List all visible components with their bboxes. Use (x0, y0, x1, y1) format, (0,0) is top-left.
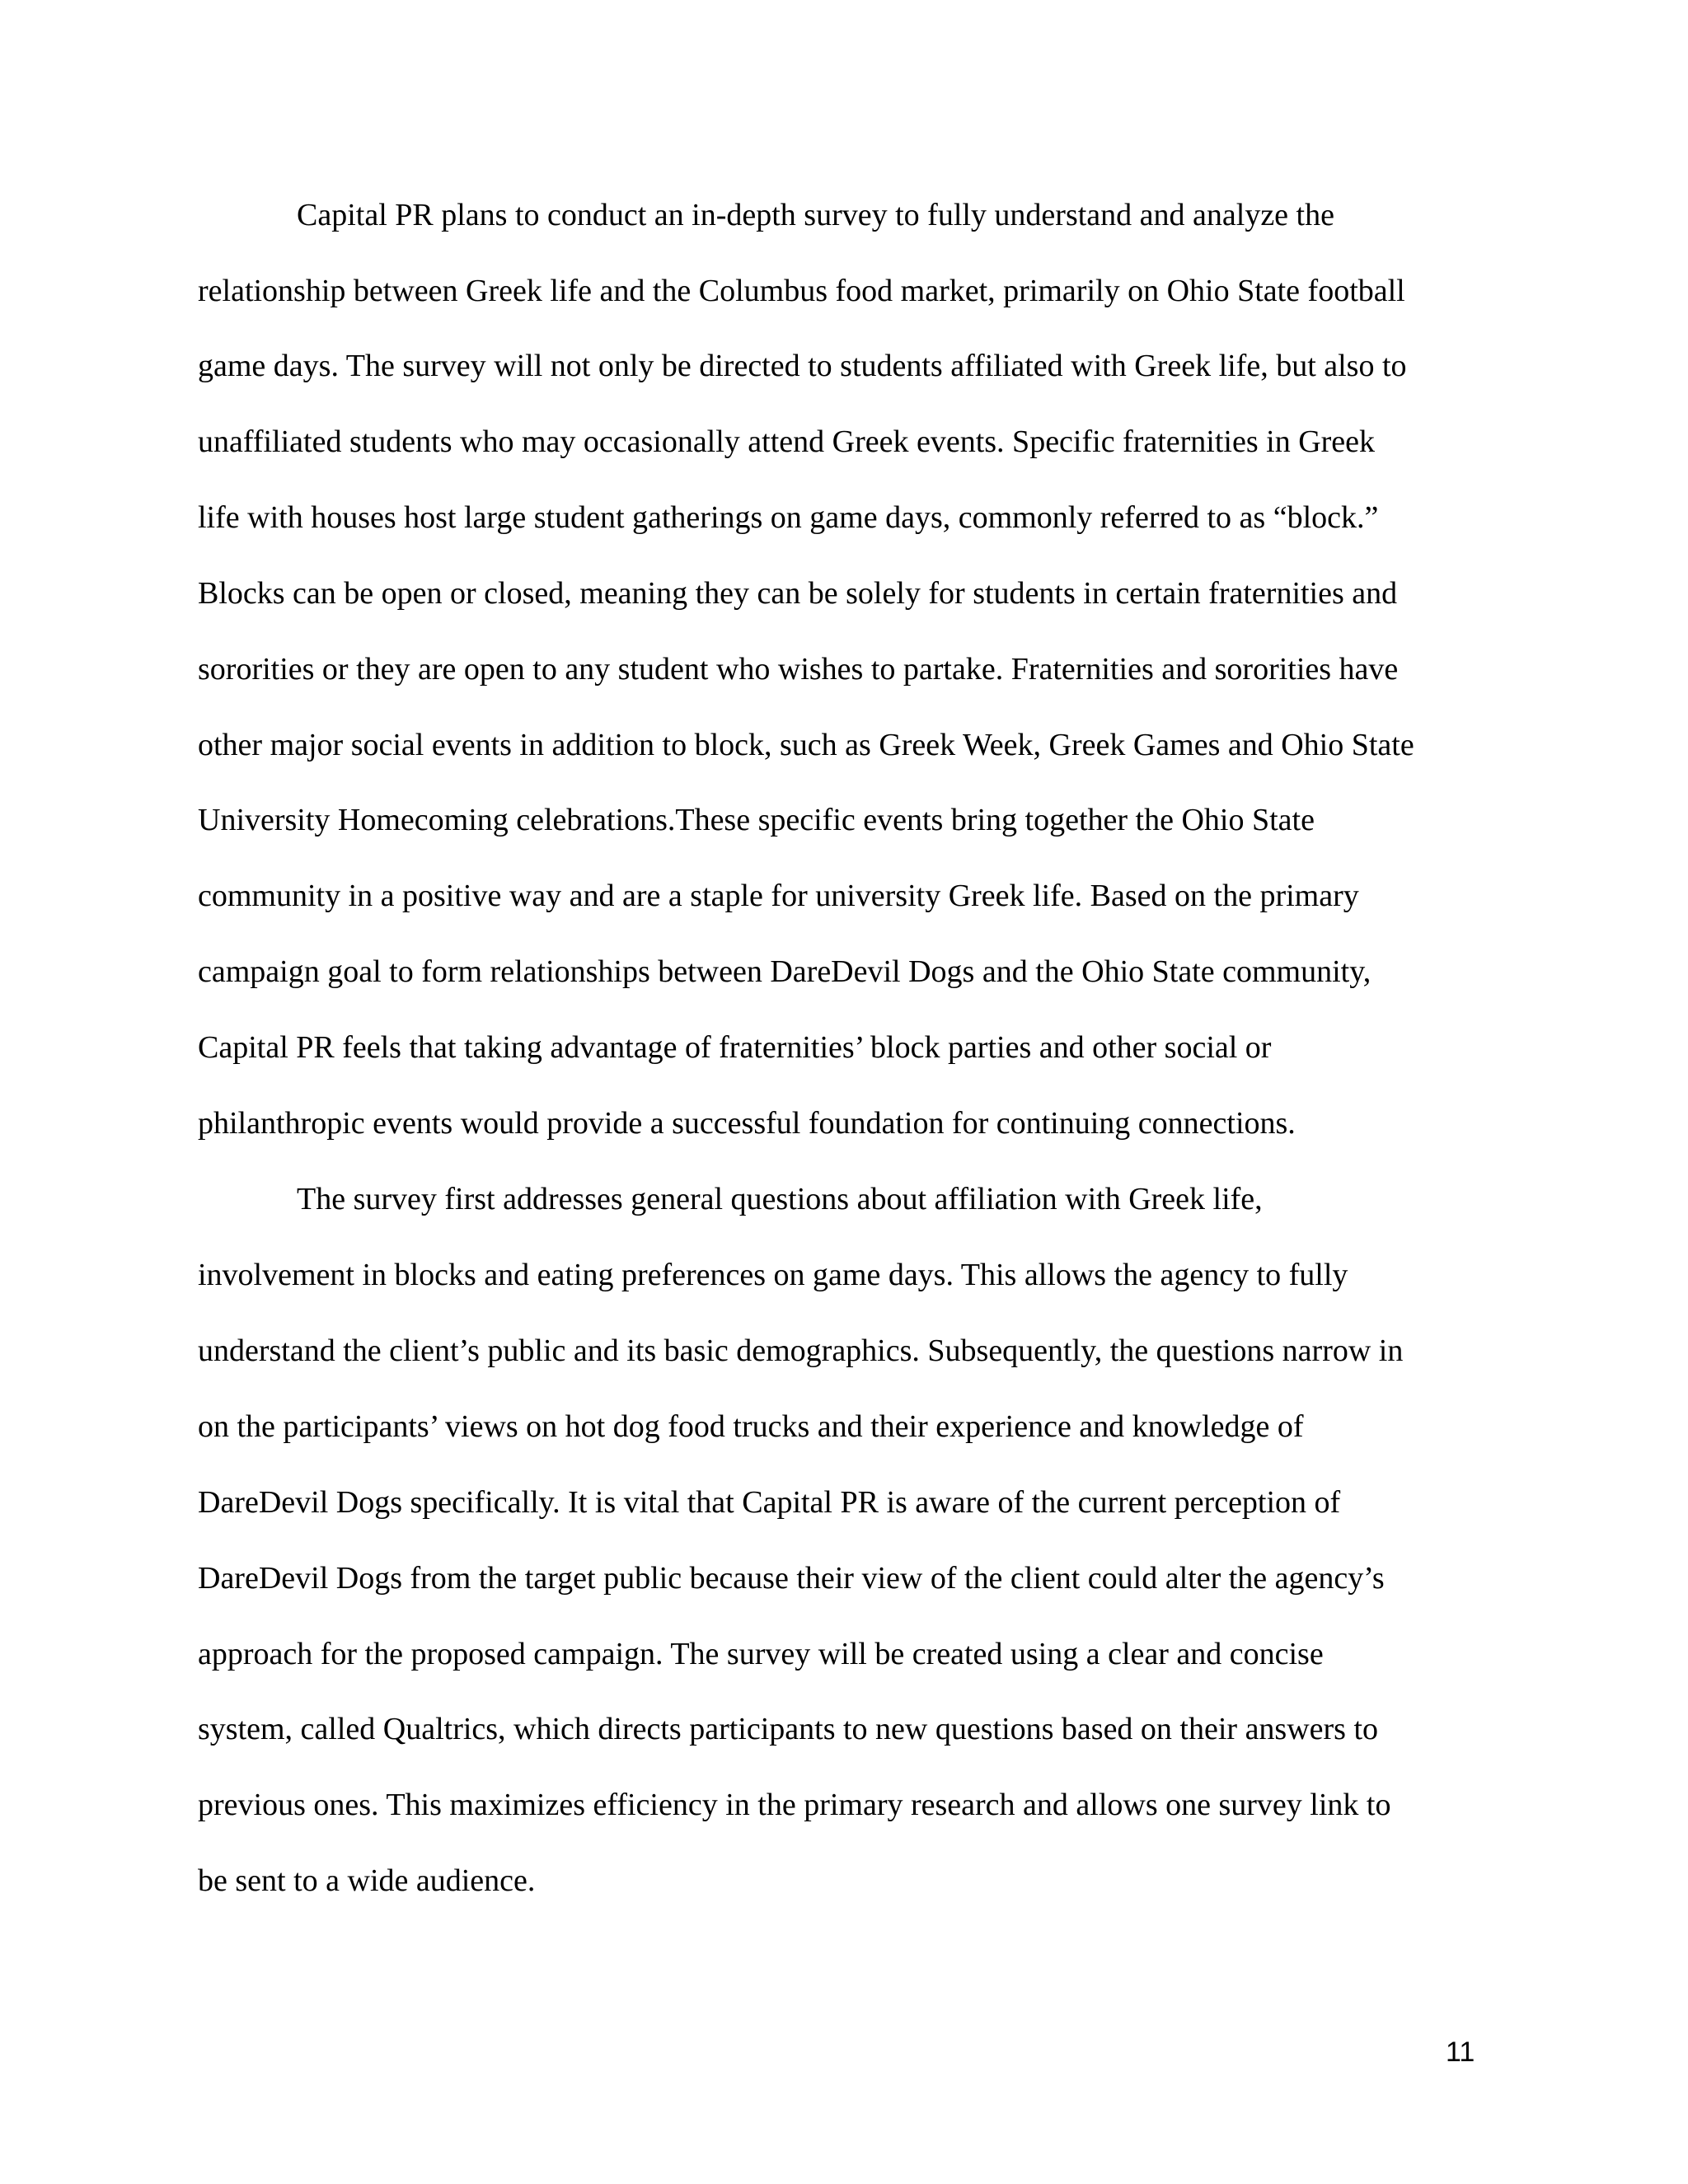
paragraph-1-line-8: other major social events in addition to block, such as Greek Week, Greek Games and Ohio State (198, 728, 1414, 762)
paragraph-1-line-9: University Homecoming celebrations.These specific events bring together the Ohio State (198, 803, 1315, 837)
paragraph-1-line-7: sororities or they are open to any student who wishes to partake. Fraternities and sororities have (198, 652, 1399, 687)
paragraph-1-line-4: unaffiliated students who may occasionally attend Greek events. Specific fraternities in Greek (198, 424, 1376, 459)
paragraph-1-line-13: philanthropic events would provide a successful foundation for continuing connections. (198, 1106, 1296, 1141)
paragraph-2-line-4: on the participants’ views on hot dog food trucks and their experience and knowledge of (198, 1409, 1304, 1444)
paragraph-1-line-5: life with houses host large student gatherings on game days, commonly referred to as “block.” (198, 500, 1379, 535)
paragraph-2-line-5: DareDevil Dogs specifically. It is vital that Capital PR is aware of the current perception of (198, 1485, 1341, 1520)
paragraph-2-line-6: DareDevil Dogs from the target public because their view of the client could alter the agency’s (198, 1561, 1385, 1596)
paragraph-1-line-1: Capital PR plans to conduct an in-depth survey to fully understand and analyze the (297, 198, 1334, 232)
paragraph-2-line-3: understand the client’s public and its basic demographics. Subsequently, the questions narrow in (198, 1333, 1404, 1368)
paragraph-1-line-11: campaign goal to form relationships between DareDevil Dogs and the Ohio State community, (198, 954, 1372, 989)
paragraph-2-line-8: system, called Qualtrics, which directs participants to new questions based on their answers to (198, 1712, 1379, 1746)
paragraph-2-line-1: The survey first addresses general questions about affiliation with Greek life, (297, 1182, 1263, 1216)
paragraph-1-line-3: game days. The survey will not only be directed to students affiliated with Greek life, but also to (198, 349, 1407, 383)
paragraph-2-line-10: be sent to a wide audience. (198, 1863, 536, 1898)
paragraph-1-line-10: community in a positive way and are a staple for university Greek life. Based on the primary (198, 879, 1359, 913)
page-number: 11 (1446, 2036, 1475, 2068)
paragraph-2-line-9: previous ones. This maximizes efficiency in the primary research and allows one survey link to (198, 1788, 1391, 1822)
paragraph-1-line-12: Capital PR feels that taking advantage of fraternities’ block parties and other social or (198, 1030, 1272, 1065)
paragraph-2-line-7: approach for the proposed campaign. The survey will be created using a clear and concise (198, 1637, 1324, 1671)
paragraph-1-line-6: Blocks can be open or closed, meaning they can be solely for students in certain fraternities and (198, 576, 1398, 611)
paragraph-1-line-2: relationship between Greek life and the Columbus food market, primarily on Ohio State football (198, 274, 1405, 308)
paragraph-2-line-2: involvement in blocks and eating preferences on game days. This allows the agency to fully (198, 1258, 1348, 1292)
